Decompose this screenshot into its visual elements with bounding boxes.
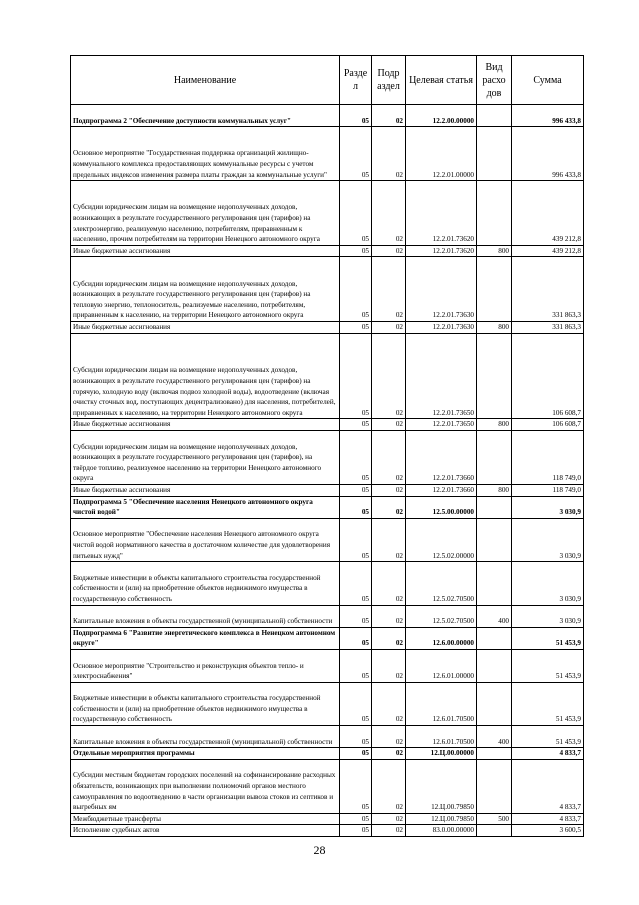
row-expense-type-cell bbox=[477, 748, 512, 760]
row-amount-cell: 51 453,9 bbox=[512, 682, 584, 725]
header-target: Целевая статья bbox=[406, 56, 477, 105]
row-subsection-cell: 02 bbox=[372, 759, 406, 813]
row-amount-cell: 51 453,9 bbox=[512, 627, 584, 649]
row-name-cell: Субсидии юридическим лицам на возмещение недополученных доходов, возникающих в результате государственного регулирования цен (тарифов) на горячую, холодную воду (включая подвоз холодной воды), водоотведение (включая очистку сточных вод, поступающих децентрализовано) для населения, потребителей, приравненных к населению, на территории Ненецкого автономного округа bbox=[71, 333, 340, 419]
row-section-cell: 05 bbox=[340, 627, 372, 649]
row-name-cell: Субсидии местным бюджетам городских поселений на софинансирование расходных обязательств, возникающих при выполнении полномочий органов местного самоуправления по водоотведению в части организации вывоза стоков из септиков и выгребных ям bbox=[71, 759, 340, 813]
row-amount-cell: 4 833,7 bbox=[512, 813, 584, 825]
row-target-cell: 12.5.00.00000 bbox=[406, 496, 477, 518]
row-name-cell: Иные бюджетные ассигнования bbox=[71, 419, 340, 431]
row-amount-cell: 51 453,9 bbox=[512, 726, 584, 748]
table-row bbox=[71, 430, 584, 484]
row-expense-type-cell bbox=[477, 257, 512, 322]
table-row bbox=[71, 419, 584, 431]
header-name: Наименование bbox=[71, 56, 340, 105]
table-row bbox=[71, 562, 584, 605]
row-target-cell: 12.2.00.00000 bbox=[406, 105, 477, 127]
row-amount-cell: 118 749,0 bbox=[512, 430, 584, 484]
row-section-cell: 05 bbox=[340, 496, 372, 518]
row-amount-cell: 996 433,8 bbox=[512, 127, 584, 181]
row-section-cell: 05 bbox=[340, 127, 372, 181]
row-section-cell: 05 bbox=[340, 682, 372, 725]
row-subsection-cell: 02 bbox=[372, 748, 406, 760]
row-target-cell: 12.2.01.73660 bbox=[406, 484, 477, 496]
row-expense-type-cell: 800 bbox=[477, 419, 512, 431]
row-subsection-cell: 02 bbox=[372, 518, 406, 561]
row-expense-type-cell bbox=[477, 181, 512, 246]
header-row bbox=[71, 56, 584, 105]
row-subsection-cell: 02 bbox=[372, 419, 406, 431]
row-amount-cell: 3 030,9 bbox=[512, 605, 584, 627]
row-section-cell: 05 bbox=[340, 649, 372, 682]
row-section-cell: 05 bbox=[340, 605, 372, 627]
table-row bbox=[71, 321, 584, 333]
row-name-cell: Субсидии юридическим лицам на возмещение недополученных доходов, возникающих в результате государственного регулирования цен (тарифов) на тепловую энергию, теплоноситель, реализуемые населению, потребителям, приравненным к населению, на территории Ненецкого автономного округа bbox=[71, 257, 340, 322]
row-name-cell: Иные бюджетные ассигнования bbox=[71, 321, 340, 333]
row-expense-type-cell: 800 bbox=[477, 484, 512, 496]
table-row bbox=[71, 245, 584, 257]
row-amount-cell: 439 212,8 bbox=[512, 245, 584, 257]
row-name-cell: Субсидии юридическим лицам на возмещение недополученных доходов, возникающих в результате государственного регулирования цен (тарифов) на электроэнергию, реализуемую населению, потребителям, приравненным к населению, прочим потребителям на территории Ненецкого автономного округа bbox=[71, 181, 340, 246]
table-row bbox=[71, 518, 584, 561]
row-expense-type-cell: 400 bbox=[477, 605, 512, 627]
table-row bbox=[71, 825, 584, 837]
row-target-cell: 12.Ц.00.79850 bbox=[406, 813, 477, 825]
row-expense-type-cell bbox=[477, 825, 512, 837]
row-expense-type-cell bbox=[477, 649, 512, 682]
row-amount-cell: 4 833,7 bbox=[512, 748, 584, 760]
row-target-cell: 12.2.01.73630 bbox=[406, 321, 477, 333]
row-subsection-cell: 02 bbox=[372, 825, 406, 837]
row-subsection-cell: 02 bbox=[372, 496, 406, 518]
row-subsection-cell: 02 bbox=[372, 726, 406, 748]
row-name-cell: Отдельные мероприятия программы bbox=[71, 748, 340, 760]
table-header bbox=[71, 56, 584, 105]
row-target-cell: 12.2.01.73650 bbox=[406, 333, 477, 419]
table-row bbox=[71, 682, 584, 725]
table-row bbox=[71, 127, 584, 181]
row-expense-type-cell bbox=[477, 682, 512, 725]
row-subsection-cell: 02 bbox=[372, 181, 406, 246]
row-section-cell: 05 bbox=[340, 748, 372, 760]
table-body bbox=[71, 105, 584, 837]
row-subsection-cell: 02 bbox=[372, 627, 406, 649]
table-row bbox=[71, 333, 584, 419]
row-section-cell: 05 bbox=[340, 105, 372, 127]
row-amount-cell: 106 608,7 bbox=[512, 419, 584, 431]
row-target-cell: 12.5.02.70500 bbox=[406, 605, 477, 627]
row-target-cell: 12.Ц.00.79850 bbox=[406, 759, 477, 813]
row-section-cell: 05 bbox=[340, 257, 372, 322]
row-subsection-cell: 02 bbox=[372, 245, 406, 257]
budget-table bbox=[70, 55, 584, 837]
row-subsection-cell: 02 bbox=[372, 333, 406, 419]
row-amount-cell: 118 749,0 bbox=[512, 484, 584, 496]
row-section-cell: 05 bbox=[340, 726, 372, 748]
row-amount-cell: 331 863,3 bbox=[512, 257, 584, 322]
row-section-cell: 05 bbox=[340, 430, 372, 484]
header-section: Разде л bbox=[340, 56, 372, 105]
row-target-cell: 12.6.01.70500 bbox=[406, 682, 477, 725]
row-subsection-cell: 02 bbox=[372, 105, 406, 127]
row-target-cell: 12.6.01.00000 bbox=[406, 649, 477, 682]
row-target-cell: 83.0.00.00000 bbox=[406, 825, 477, 837]
row-name-cell: Капитальные вложения в объекты государственной (муниципальной) собственности bbox=[71, 605, 340, 627]
header-subsection: Подр аздел bbox=[372, 56, 406, 105]
row-name-cell: Иные бюджетные ассигнования bbox=[71, 245, 340, 257]
row-expense-type-cell bbox=[477, 127, 512, 181]
page-number: 28 bbox=[313, 843, 326, 857]
row-expense-type-cell bbox=[477, 430, 512, 484]
row-name-cell: Бюджетные инвестиции в объекты капитального строительства государственной собственности и (или) на приобретение объектов недвижимого имущества в государственную собственность bbox=[71, 562, 340, 605]
table-row bbox=[71, 496, 584, 518]
row-section-cell: 05 bbox=[340, 518, 372, 561]
row-target-cell: 12.Ц.00.00000 bbox=[406, 748, 477, 760]
row-subsection-cell: 02 bbox=[372, 649, 406, 682]
row-expense-type-cell bbox=[477, 518, 512, 561]
row-section-cell: 05 bbox=[340, 181, 372, 246]
row-expense-type-cell: 500 bbox=[477, 813, 512, 825]
row-amount-cell: 106 608,7 bbox=[512, 333, 584, 419]
row-section-cell: 05 bbox=[340, 562, 372, 605]
row-section-cell: 05 bbox=[340, 321, 372, 333]
row-target-cell: 12.2.01.73620 bbox=[406, 181, 477, 246]
row-expense-type-cell bbox=[477, 627, 512, 649]
row-subsection-cell: 02 bbox=[372, 484, 406, 496]
row-amount-cell: 331 863,3 bbox=[512, 321, 584, 333]
row-subsection-cell: 02 bbox=[372, 127, 406, 181]
table-row bbox=[71, 748, 584, 760]
row-section-cell: 05 bbox=[340, 484, 372, 496]
row-expense-type-cell: 400 bbox=[477, 726, 512, 748]
row-target-cell: 12.5.02.70500 bbox=[406, 562, 477, 605]
row-name-cell: Подпрограмма 6 "Развитие энергетического комплекса в Ненецком автономном округе" bbox=[71, 627, 340, 649]
row-amount-cell: 51 453,9 bbox=[512, 649, 584, 682]
row-subsection-cell: 02 bbox=[372, 257, 406, 322]
header-expense-type: Вид расхо дов bbox=[477, 56, 512, 105]
table-row bbox=[71, 105, 584, 127]
row-amount-cell: 3 030,9 bbox=[512, 518, 584, 561]
row-expense-type-cell bbox=[477, 759, 512, 813]
row-name-cell: Межбюджетные трансферты bbox=[71, 813, 340, 825]
row-section-cell: 05 bbox=[340, 419, 372, 431]
row-target-cell: 12.2.01.00000 bbox=[406, 127, 477, 181]
row-expense-type-cell: 800 bbox=[477, 321, 512, 333]
row-subsection-cell: 02 bbox=[372, 682, 406, 725]
row-section-cell: 05 bbox=[340, 759, 372, 813]
row-amount-cell: 439 212,8 bbox=[512, 181, 584, 246]
row-expense-type-cell bbox=[477, 333, 512, 419]
row-section-cell: 05 bbox=[340, 813, 372, 825]
row-section-cell: 05 bbox=[340, 245, 372, 257]
row-amount-cell: 4 833,7 bbox=[512, 759, 584, 813]
table-row bbox=[71, 813, 584, 825]
row-amount-cell: 3 030,9 bbox=[512, 496, 584, 518]
table-row bbox=[71, 649, 584, 682]
table-row bbox=[71, 484, 584, 496]
row-subsection-cell: 02 bbox=[372, 813, 406, 825]
row-amount-cell: 3 030,9 bbox=[512, 562, 584, 605]
row-name-cell: Основное мероприятие "Строительство и реконструкция объектов тепло- и электроснабжения" bbox=[71, 649, 340, 682]
table-row bbox=[71, 605, 584, 627]
row-name-cell: Основное мероприятие "Государственная поддержка организаций жилищно-коммунального комплекса предоставляющих коммунальные ресурсы с учетом предельных индексов изменения размера платы граждан за коммунальные услуги" bbox=[71, 127, 340, 181]
row-target-cell: 12.2.01.73660 bbox=[406, 430, 477, 484]
row-section-cell: 05 bbox=[340, 333, 372, 419]
row-expense-type-cell bbox=[477, 562, 512, 605]
table-row bbox=[71, 726, 584, 748]
row-name-cell: Иные бюджетные ассигнования bbox=[71, 484, 340, 496]
row-name-cell: Бюджетные инвестиции в объекты капитального строительства государственной собственности и (или) на приобретение объектов недвижимого имущества в государственную собственность bbox=[71, 682, 340, 725]
table-row bbox=[71, 627, 584, 649]
row-subsection-cell: 02 bbox=[372, 605, 406, 627]
row-target-cell: 12.2.01.73650 bbox=[406, 419, 477, 431]
row-expense-type-cell bbox=[477, 105, 512, 127]
row-target-cell: 12.6.01.70500 bbox=[406, 726, 477, 748]
row-amount-cell: 3 600,5 bbox=[512, 825, 584, 837]
row-expense-type-cell bbox=[477, 496, 512, 518]
row-name-cell: Субсидии юридическим лицам на возмещение недополученных доходов, возникающих в результате государственного регулирования цен (тарифов), на твёрдое топливо, реализуемое населению на территории Ненецкого автономного округа bbox=[71, 430, 340, 484]
row-target-cell: 12.2.01.73620 bbox=[406, 245, 477, 257]
row-subsection-cell: 02 bbox=[372, 562, 406, 605]
row-target-cell: 12.6.00.00000 bbox=[406, 627, 477, 649]
row-name-cell: Основное мероприятие "Обеспечение населения Ненецкого автономного округа чистой водой нормативного качества в достаточном количестве для удовлетворения питьевых нужд" bbox=[71, 518, 340, 561]
row-subsection-cell: 02 bbox=[372, 321, 406, 333]
table-row bbox=[71, 257, 584, 322]
row-name-cell: Капитальные вложения в объекты государственной (муниципальной) собственности bbox=[71, 726, 340, 748]
table-row bbox=[71, 181, 584, 246]
row-expense-type-cell: 800 bbox=[477, 245, 512, 257]
row-amount-cell: 996 433,8 bbox=[512, 105, 584, 127]
row-name-cell: Подпрограмма 2 "Обеспечение доступности коммунальных услуг" bbox=[71, 105, 340, 127]
row-name-cell: Подпрограмма 5 "Обеспечение населения Ненецкого автономного округа чистой водой" bbox=[71, 496, 340, 518]
row-name-cell: Исполнение судебных актов bbox=[71, 825, 340, 837]
row-subsection-cell: 02 bbox=[372, 430, 406, 484]
row-section-cell: 05 bbox=[340, 825, 372, 837]
row-target-cell: 12.2.01.73630 bbox=[406, 257, 477, 322]
header-amount: Сумма bbox=[512, 56, 584, 105]
row-target-cell: 12.5.02.00000 bbox=[406, 518, 477, 561]
table-row bbox=[71, 759, 584, 813]
